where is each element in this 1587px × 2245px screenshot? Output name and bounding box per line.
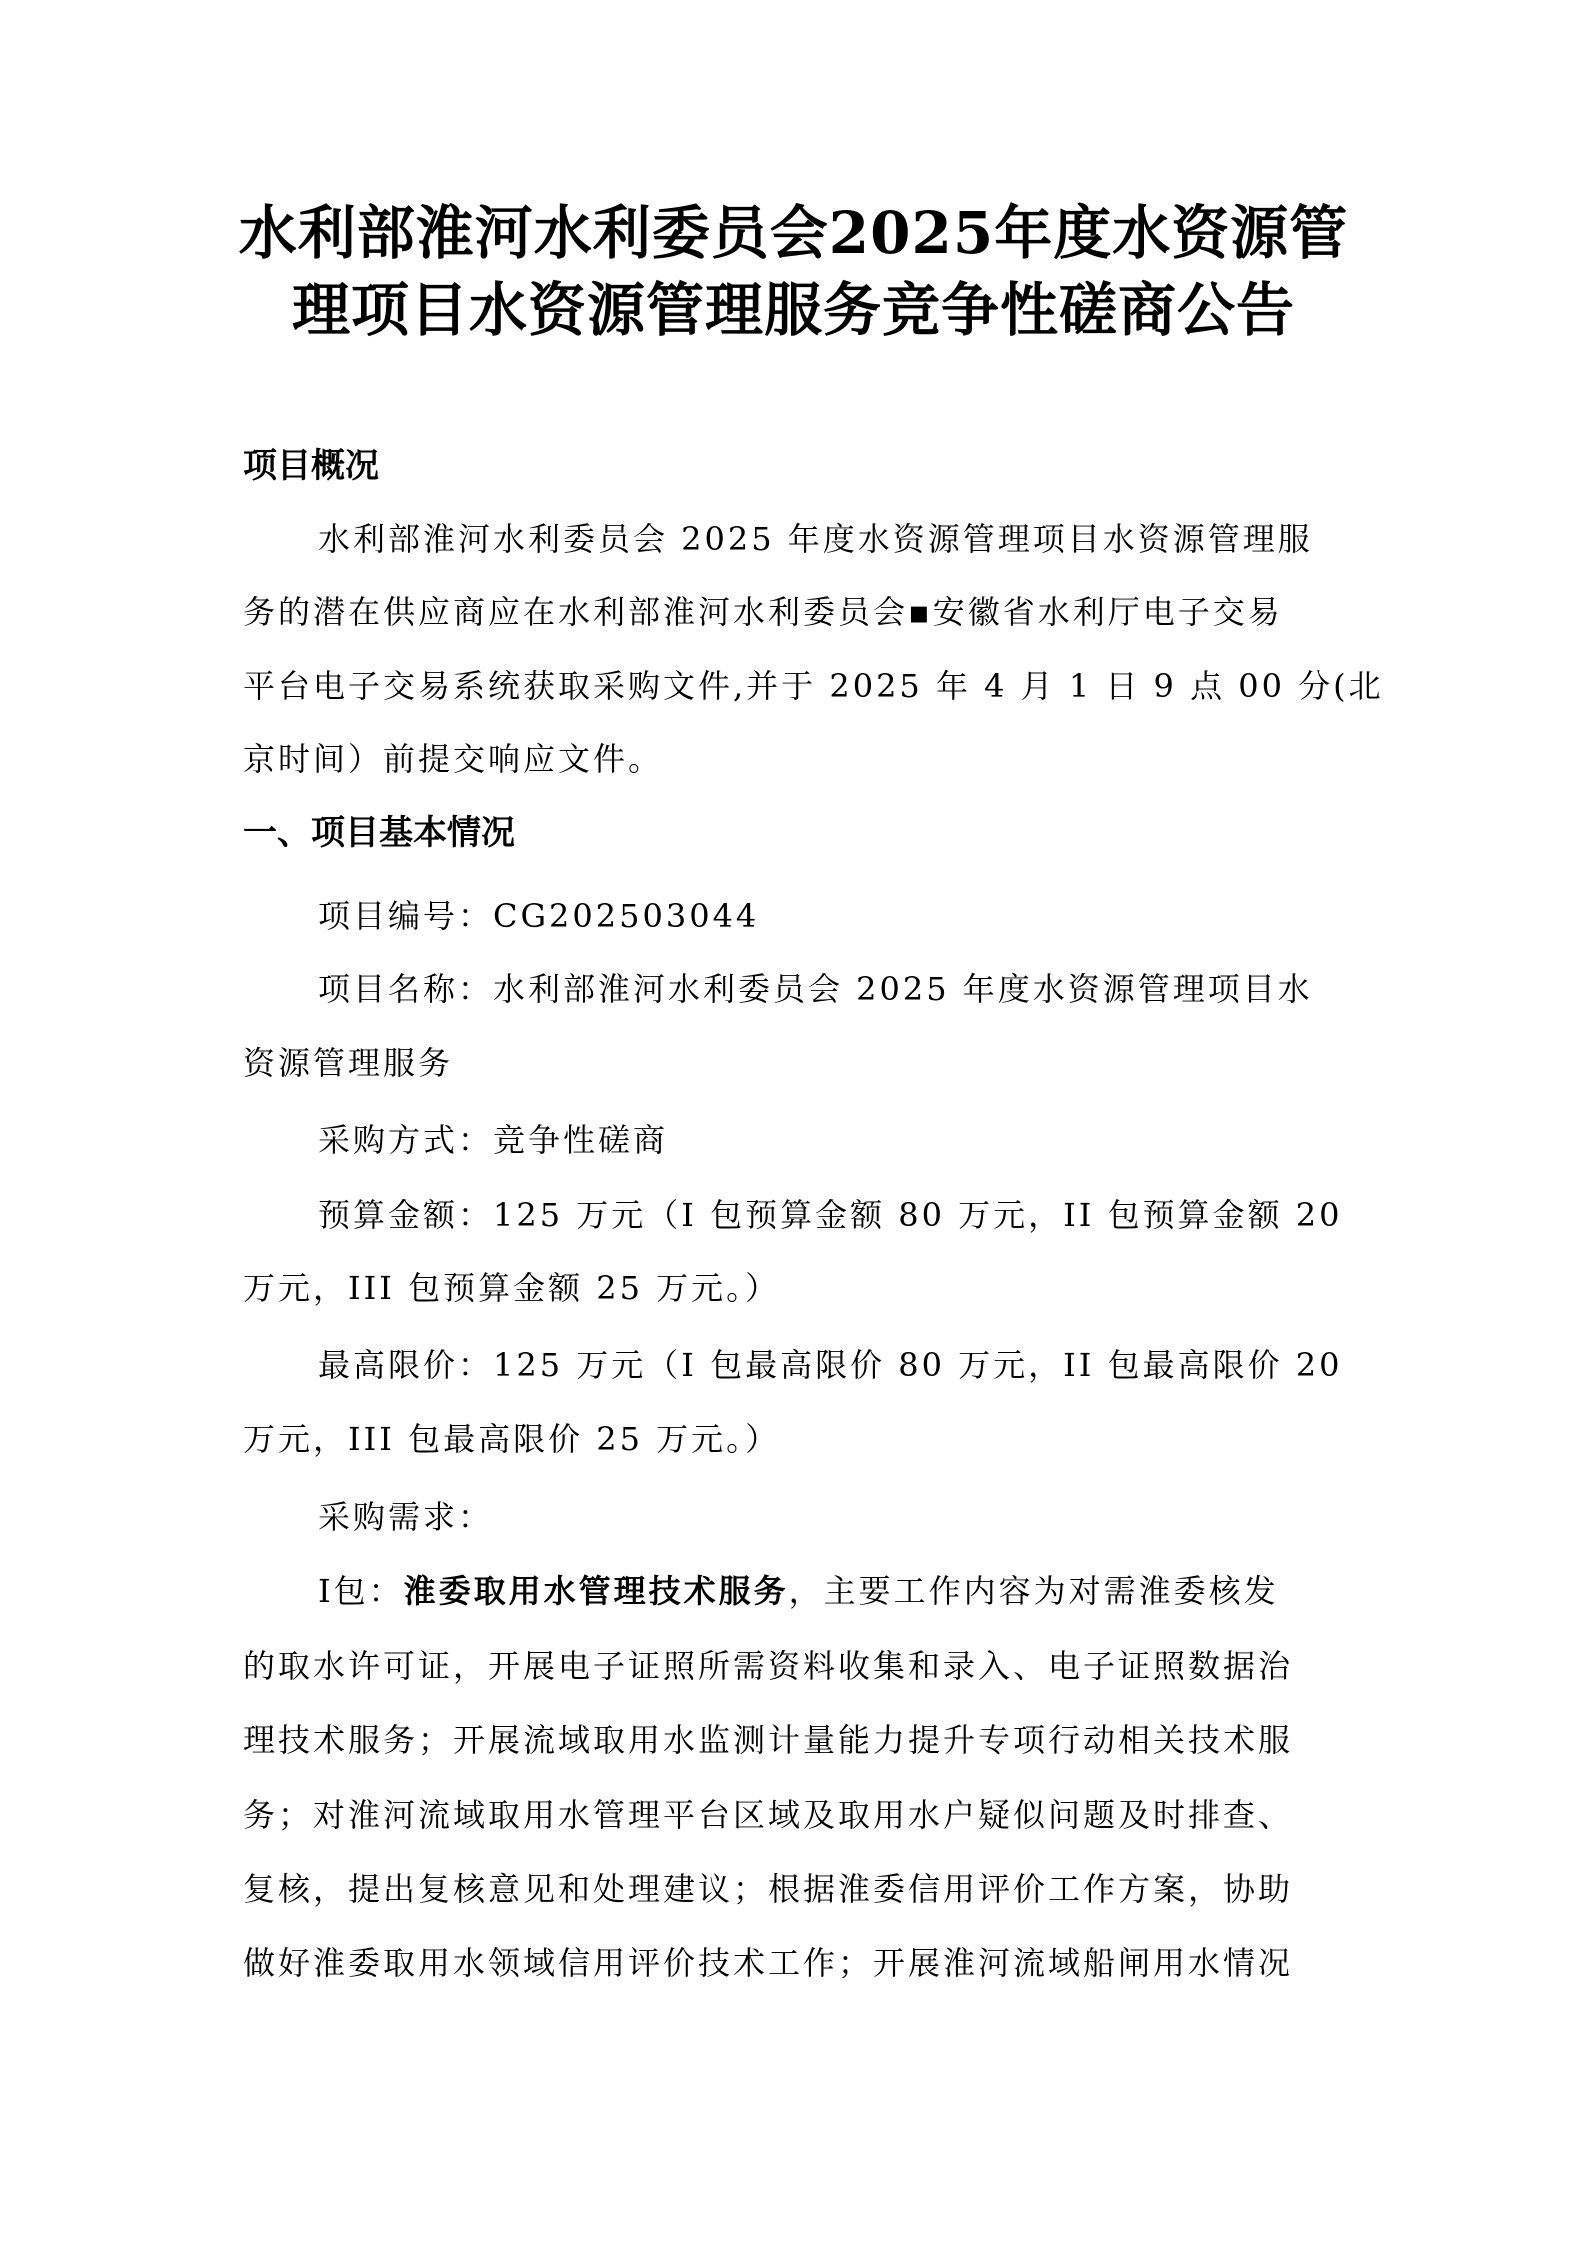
project-name-line-2: 资源管理服务 xyxy=(243,1044,454,1082)
project-name-line-1: 项目名称：水利部淮河水利委员会 2025 年度水资源管理项目水 xyxy=(318,970,1313,1008)
overview-line-2: 务的潜在供应商应在水利部淮河水利委员会▪安徽省水利厅电子交易 xyxy=(243,593,1283,631)
package-1-line-5: 复核，提出复核意见和处理建议；根据淮委信用评价工作方案，协助 xyxy=(243,1870,1294,1908)
max-price-line-1: 最高限价：125 万元（I 包最高限价 80 万元，II 包最高限价 20 xyxy=(318,1346,1343,1384)
document-title-line-1: 水利部淮河水利委员会2025年度水资源管 xyxy=(238,199,1349,267)
package-1-line-4: 务；对淮河流域取用水管理平台区域及取用水户疑似问题及时排查、 xyxy=(243,1796,1294,1834)
package-1-title: 淮委取用水管理技术服务 xyxy=(403,1572,789,1610)
budget-line-1: 预算金额：125 万元（I 包预算金额 80 万元，II 包预算金额 20 xyxy=(318,1196,1343,1234)
requirements-label: 采购需求： xyxy=(318,1498,494,1536)
package-1-line-1-rest: ，主要工作内容为对需淮委核发 xyxy=(788,1572,1279,1610)
document-title-line-2: 理项目水资源管理服务竞争性磋商公告 xyxy=(291,276,1295,344)
section-1-heading: 一、项目基本情况 xyxy=(243,813,515,853)
overview-heading: 项目概况 xyxy=(243,446,379,486)
package-1-line-1 xyxy=(318,1568,1428,1614)
project-number: 项目编号：CG202503044 xyxy=(318,897,760,935)
overview-line-1: 水利部淮河水利委员会 2025 年度水资源管理项目水资源管理服 xyxy=(318,520,1313,558)
package-1-prefix: Ⅰ包： xyxy=(318,1572,404,1610)
max-price-line-2: 万元，III 包最高限价 25 万元。） xyxy=(243,1420,781,1458)
package-1-line-3: 理技术服务；开展流域取用水监测计量能力提升专项行动相关技术服 xyxy=(243,1721,1294,1759)
budget-line-2: 万元，III 包预算金额 25 万元。） xyxy=(243,1269,781,1307)
package-1-line-6: 做好淮委取用水领域信用评价技术工作；开展淮河流域船闸用水情况 xyxy=(243,1944,1294,1982)
package-1-line-2: 的取水许可证，开展电子证照所需资料收集和录入、电子证照数据治 xyxy=(243,1647,1294,1685)
procurement-method: 采购方式：竞争性磋商 xyxy=(318,1121,669,1159)
overview-line-3: 平台电子交易系统获取采购文件,并于 2025 年 4 月 1 日 9 点 00 分(北 xyxy=(243,667,1384,705)
overview-line-4: 京时间）前提交响应文件。 xyxy=(243,740,664,778)
